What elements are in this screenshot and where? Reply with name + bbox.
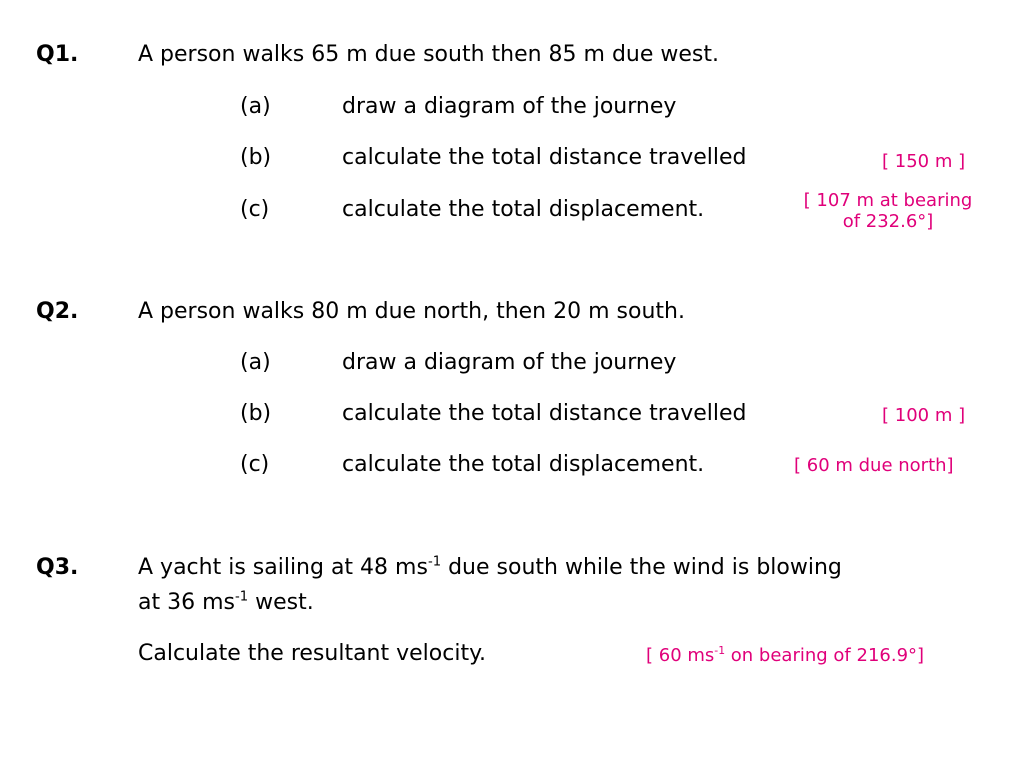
question-3-answer (646, 645, 924, 666)
question-2-part-b-text: calculate the total distance travelled (342, 401, 747, 426)
question-1-part-c-tag: (c) (240, 197, 270, 222)
question-3-line-2-pre: at 36 ms (138, 590, 235, 615)
question-2-part-c-text: calculate the total displacement. (342, 452, 705, 477)
question-1-label: Q1. (36, 42, 79, 67)
question-3-answer-sup: -1 (714, 644, 726, 657)
question-2-part-c-tag: (c) (240, 452, 270, 477)
question-2-part-b-tag: (b) (240, 401, 272, 426)
question-1-part-a-text: draw a diagram of the journey (342, 94, 677, 119)
question-3-line-2-post: west. (248, 590, 314, 615)
question-3-answer-post: on bearing of 216.9°] (725, 645, 925, 666)
question-1-part-c-text: calculate the total displacement. (342, 197, 705, 222)
question-3-line-1-sup: -1 (427, 554, 442, 570)
question-2-label: Q2. (36, 299, 79, 324)
question-1-part-a-tag: (a) (240, 94, 271, 119)
question-1-part-b-tag: (b) (240, 145, 272, 170)
question-1-answer-c-line1: [ 107 m at bearing (803, 190, 973, 211)
question-3-label: Q3. (36, 555, 79, 580)
question-3-line-2-sup: -1 (234, 589, 249, 605)
question-2-part-a-tag: (a) (240, 350, 271, 375)
question-1-answer-c-line2: of 232.6°] (842, 211, 934, 232)
question-3-answer-pre: [ 60 ms (646, 645, 715, 666)
question-1-answer-b: [ 150 m ] (882, 151, 966, 172)
question-2-part-a-text: draw a diagram of the journey (342, 350, 677, 375)
question-1-answer-c (788, 190, 988, 232)
question-2-answer-b: [ 100 m ] (882, 405, 966, 426)
question-3-line-3: Calculate the resultant velocity. (138, 641, 486, 666)
question-1-stem: A person walks 65 m due south then 85 m due west. (138, 42, 720, 67)
question-2-answer-c: [ 60 m due north] (794, 455, 954, 476)
question-2-stem: A person walks 80 m due north, then 20 m south. (138, 299, 685, 324)
question-3-line-1-pre: A yacht is sailing at 48 ms (138, 555, 428, 580)
question-3-line-1-post: due south while the wind is blowing (441, 555, 842, 580)
question-3-line-1 (138, 555, 842, 580)
question-3-line-2 (138, 590, 314, 615)
question-1-part-b-text: calculate the total distance travelled (342, 145, 747, 170)
